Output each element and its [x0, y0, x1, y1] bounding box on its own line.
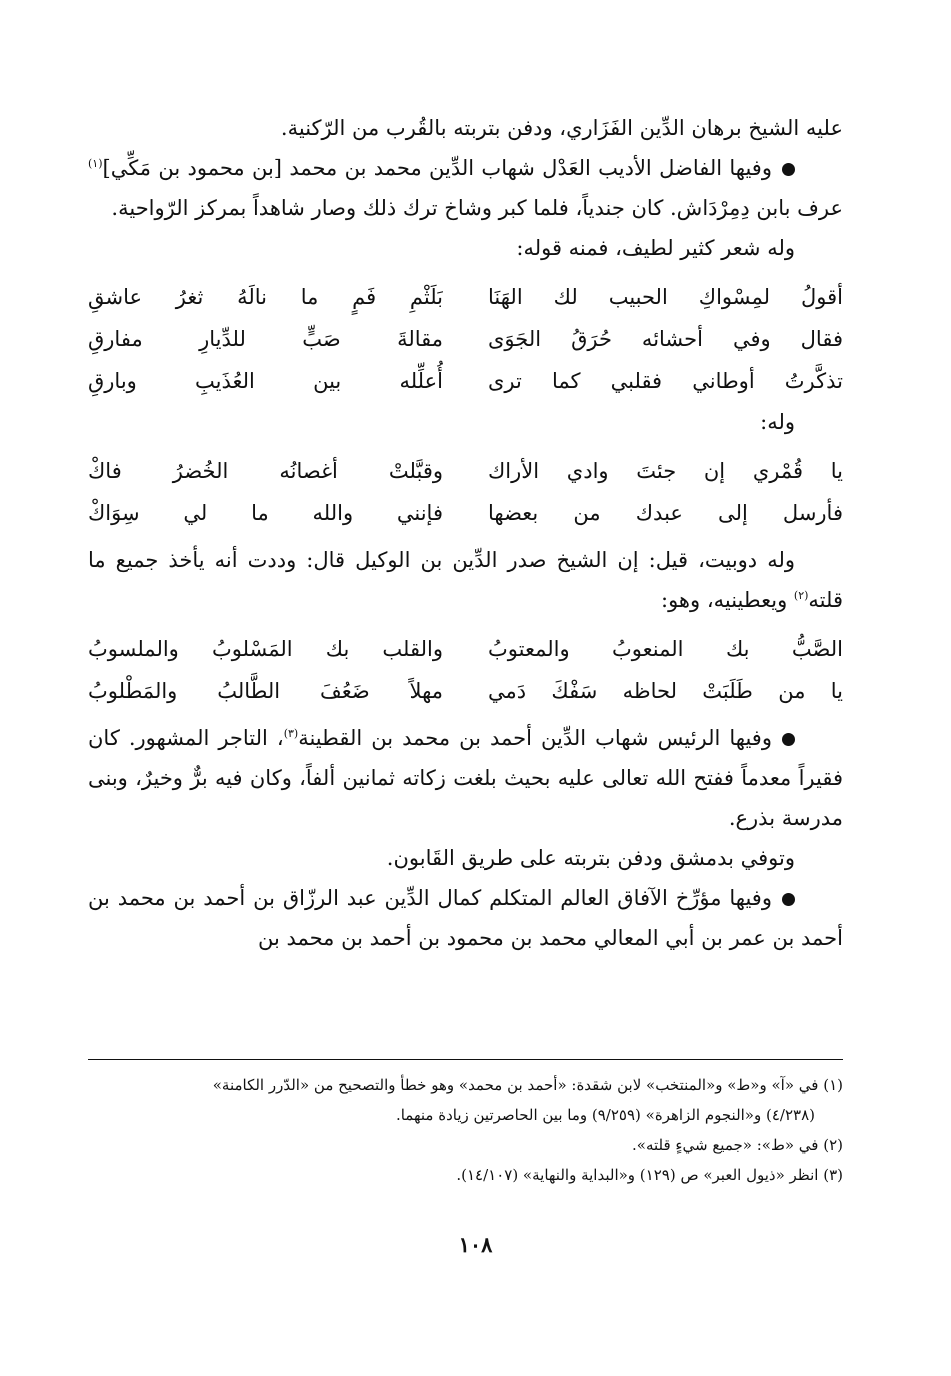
footnote-text: (٤/٢٣٨) و«النجوم الزاهرة» (٩/٢٥٩) وما بين الحاصرتين زيادة منهما.	[395, 1106, 815, 1124]
paragraph-text: عليه الشيخ برهان الدِّين الفَزَاري، ودفن بتربته بالقُرب من الرّكنية.	[280, 116, 843, 140]
verse-second-hemistich: أُعلِّله بين العُذَيبِ وبارقِ	[88, 369, 443, 393]
bullet-icon	[782, 893, 795, 906]
paragraph-text: وله:	[760, 410, 795, 434]
verse-line	[88, 450, 843, 492]
footnotes	[88, 1070, 843, 1190]
verse-first-hemistich: فقال وفي أحشائه حُرَقُ الجَوَى	[488, 327, 843, 351]
verse-second-hemistich: فإنني والله ما لي سِوَاكْ	[88, 501, 443, 525]
paragraph-continuation	[88, 108, 843, 148]
verse-line	[88, 492, 843, 534]
bullet-icon	[782, 163, 795, 176]
entry-paragraph-ahmad	[88, 718, 843, 838]
verse-line	[88, 628, 843, 670]
poem-intro	[88, 402, 843, 442]
paragraph-text: ويعطينيه، وهو:	[661, 588, 794, 612]
verse-first-hemistich: يا قُمْري إن جئتَ وادي الأراك	[488, 459, 843, 483]
footnote-text: (١) في «آ» و«ط» و«المنتخب» لابن شقدة: «أحمد بن محمد» وهو خطأ والتصحيح من «الدّرر الكامنة»	[212, 1076, 843, 1094]
death-paragraph	[88, 838, 843, 878]
verse-second-hemistich: مقالةَ صَبٍّ للدِّيارِ مفارقِ	[88, 327, 443, 351]
verse-first-hemistich: تذكَّرتُ أوطاني فقلبي كما ترى	[488, 369, 843, 393]
main-text	[88, 108, 843, 958]
dubayt-intro	[88, 540, 843, 620]
paragraph-text: عرف بابن دِمِرْدَاش. كان جندياً، فلما كبر وشاخ ترك ذلك وصار شاهداً بمركز الرّواحية.	[111, 196, 843, 220]
verse-second-hemistich: وقبَّلتْ أغصانُه الخُضرُ فاكْ	[88, 459, 443, 483]
paragraph-text: وتوفي بدمشق ودفن بتربته على طريق القَابون.	[386, 846, 795, 870]
verse-second-hemistich: والقلب بك المَسْلوبُ والملسوبُ	[88, 637, 443, 661]
verse-line	[88, 318, 843, 360]
footnote-2	[88, 1130, 843, 1160]
bullet-icon	[782, 733, 795, 746]
paragraph-text: وفيها مؤرِّخ الآفاق العالم المتكلم كمال الدِّين عبد الرزّاق بن أحمد بن محمد بن أحمد بن عمر بن أبي المعالي محمد بن محمود بن أحمد بن محمد بن	[88, 886, 843, 950]
verse-second-hemistich: مهلاً ضَعُفَ الطَّالبُ والمَطْلوبُ	[88, 679, 443, 703]
verse-line	[88, 276, 843, 318]
page-number: ١٠٨	[458, 1232, 493, 1257]
verse-first-hemistich: فأرسل إلى عبدك من بعضها	[488, 501, 843, 525]
footnote-ref[interactable]: (٢)	[793, 589, 809, 602]
entry-paragraph-abd-al-razzaq	[88, 878, 843, 958]
footnote-divider	[88, 1059, 843, 1060]
footnote-text: (٣) انظر «ذيول العبر» ص (١٢٩) و«البداية والنهاية» (١٤/١٠٧).	[456, 1166, 843, 1184]
poem-block-2	[88, 450, 843, 534]
footnote-1-continued	[88, 1100, 843, 1130]
verse-first-hemistich: أقولُ لمِسْواكِ الحبيب لك الهَنَا	[488, 285, 843, 309]
paragraph-text: وله شعر كثير لطيف، فمنه قوله:	[516, 236, 795, 260]
footnote-3	[88, 1160, 843, 1190]
verse-line	[88, 360, 843, 402]
footnote-text: (٢) في «ط»: «جميع شيءٍ قلته».	[632, 1136, 843, 1154]
paragraph-text: وفيها الفاضل الأديب العَدْل شهاب الدِّين محمد بن محمد [بن محمود بن مَكِّي]	[102, 156, 772, 180]
footnote-ref[interactable]: (٣)	[283, 727, 299, 740]
verse-first-hemistich: الصَّبُّ بك المنعوبُ والمعتوبُ	[488, 637, 843, 661]
verse-second-hemistich: بَلَثْمِ فَمٍ ما نالَهُ ثغرُ عاشقِ	[88, 285, 443, 309]
poem-intro	[88, 228, 843, 268]
verse-first-hemistich: يا من طَلَبَتْ لحاظه سَفْكَ دَمي	[488, 679, 843, 703]
entry-paragraph-muhammad	[88, 148, 843, 228]
paragraph-text: ، التاجر المشهور. كان فقيراً معدماً ففتح الله تعالى عليه بحيث بلغت زكاته ثمانين ألفاً، وكان فيه برٌّ وخيرٌ، وبنى مدرسة بذرع.	[88, 726, 843, 830]
poem-block-3	[88, 628, 843, 712]
footnote-ref[interactable]: (١)	[88, 157, 103, 170]
verse-line	[88, 670, 843, 712]
paragraph-text: وفيها الرئيس شهاب الدِّين أحمد بن محمد بن القطينة	[298, 726, 772, 750]
paragraph-text: وله دوبيت، قيل: إن الشيخ صدر الدِّين بن الوكيل قال: وددت أنه يأخذ جميع ما قلته	[88, 548, 843, 612]
poem-block-1	[88, 276, 843, 402]
footnote-1	[88, 1070, 843, 1100]
